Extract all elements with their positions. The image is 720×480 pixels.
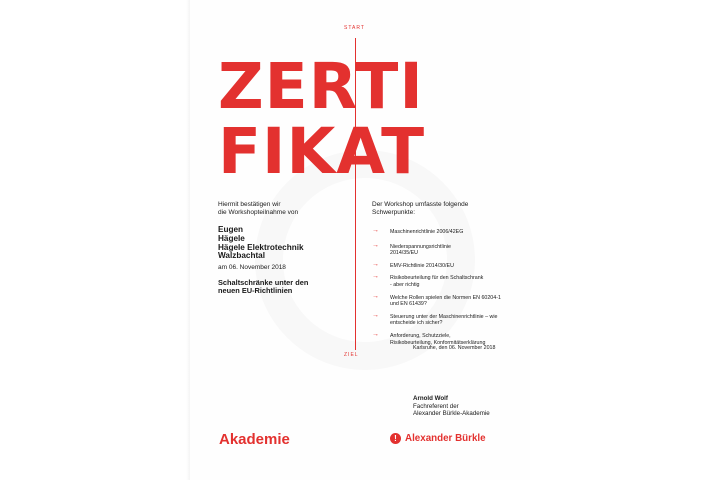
participant-last-name: Hägele <box>218 233 245 243</box>
alexander-buerkle-logo <box>390 433 486 444</box>
signer-role: Fachreferent der <box>413 402 459 410</box>
topics-intro <box>372 201 512 217</box>
signer-block <box>413 395 490 418</box>
arrow-right-icon: → <box>372 227 379 234</box>
topic-item <box>372 229 517 236</box>
intro-text <box>218 201 338 217</box>
topic-text: Anforderung, Schutzziele, Risikobeurteilung, Konformitätserklärung <box>390 332 486 346</box>
participant-company: Hägele Elektrotechnik <box>218 242 304 252</box>
topics-intro-line-2: Schwerpunkte: <box>372 209 415 216</box>
title-line-1: ZERTI <box>218 50 424 123</box>
intro-line-2: die Workshopteilnahme von <box>218 209 299 216</box>
arrow-right-icon: → <box>372 311 379 319</box>
arrow-right-icon: → <box>372 330 379 338</box>
topic-item <box>372 311 515 327</box>
participant-block <box>218 226 304 261</box>
participant-first-name: Eugen <box>218 225 244 234</box>
topic-text: EMV-Richtlinie 2014/30/EU <box>390 262 454 269</box>
topic-item <box>372 260 517 270</box>
topic-text: Risikobeurteilung für den Schaltschrank - aber richtig <box>390 275 484 288</box>
place-and-date: Karlsruhe, den 06. November 2018 <box>413 345 496 351</box>
alexander-buerkle-logo-text: Alexander Bürkle <box>405 433 486 444</box>
topic-item <box>372 292 510 308</box>
start-label: START <box>344 25 365 31</box>
end-label: ZIEL <box>344 352 359 358</box>
arrow-right-icon: → <box>372 241 379 249</box>
topics-list <box>372 229 517 346</box>
arrow-right-icon: → <box>372 273 379 281</box>
arrow-right-icon: → <box>372 292 379 300</box>
topic-text: Niederspannungsrichtlinie 2014/35/EU <box>390 243 451 257</box>
arrow-right-icon: → <box>372 260 379 268</box>
topic-item <box>372 241 480 257</box>
intro-line-1: Hiermit bestätigen wir <box>218 201 281 208</box>
signer-organization: Alexander Bürkle-Akademie <box>413 410 490 418</box>
signer-name: Arnold Wolf <box>413 395 448 402</box>
topics-intro-line-1: Der Workshop umfasste folgende <box>372 201 469 208</box>
akademie-logo-text: Akademie <box>219 431 290 448</box>
workshop-title-line-1: Schaltschränke unter den <box>218 278 309 287</box>
topic-item <box>372 275 485 288</box>
topic-text: Maschinenrichtlinie 2006/42EG <box>390 229 464 235</box>
title-line-2: FIKAT <box>218 115 426 188</box>
topic-text: Steuerung unter der Maschinenrichtlinie – wie entscheide ich sicher? <box>390 313 498 327</box>
participant-city: Walzbachtal <box>218 251 266 261</box>
workshop-title <box>218 279 338 296</box>
workshop-title-line-2: neuen EU-Richtlinien <box>218 286 293 296</box>
workshop-date: am 06. November 2018 <box>218 264 286 271</box>
buerkle-logo-icon: ! <box>390 433 401 444</box>
topic-text: Welche Rollen spielen die Normen EN 60204-1 und EN 61439? <box>390 294 501 308</box>
